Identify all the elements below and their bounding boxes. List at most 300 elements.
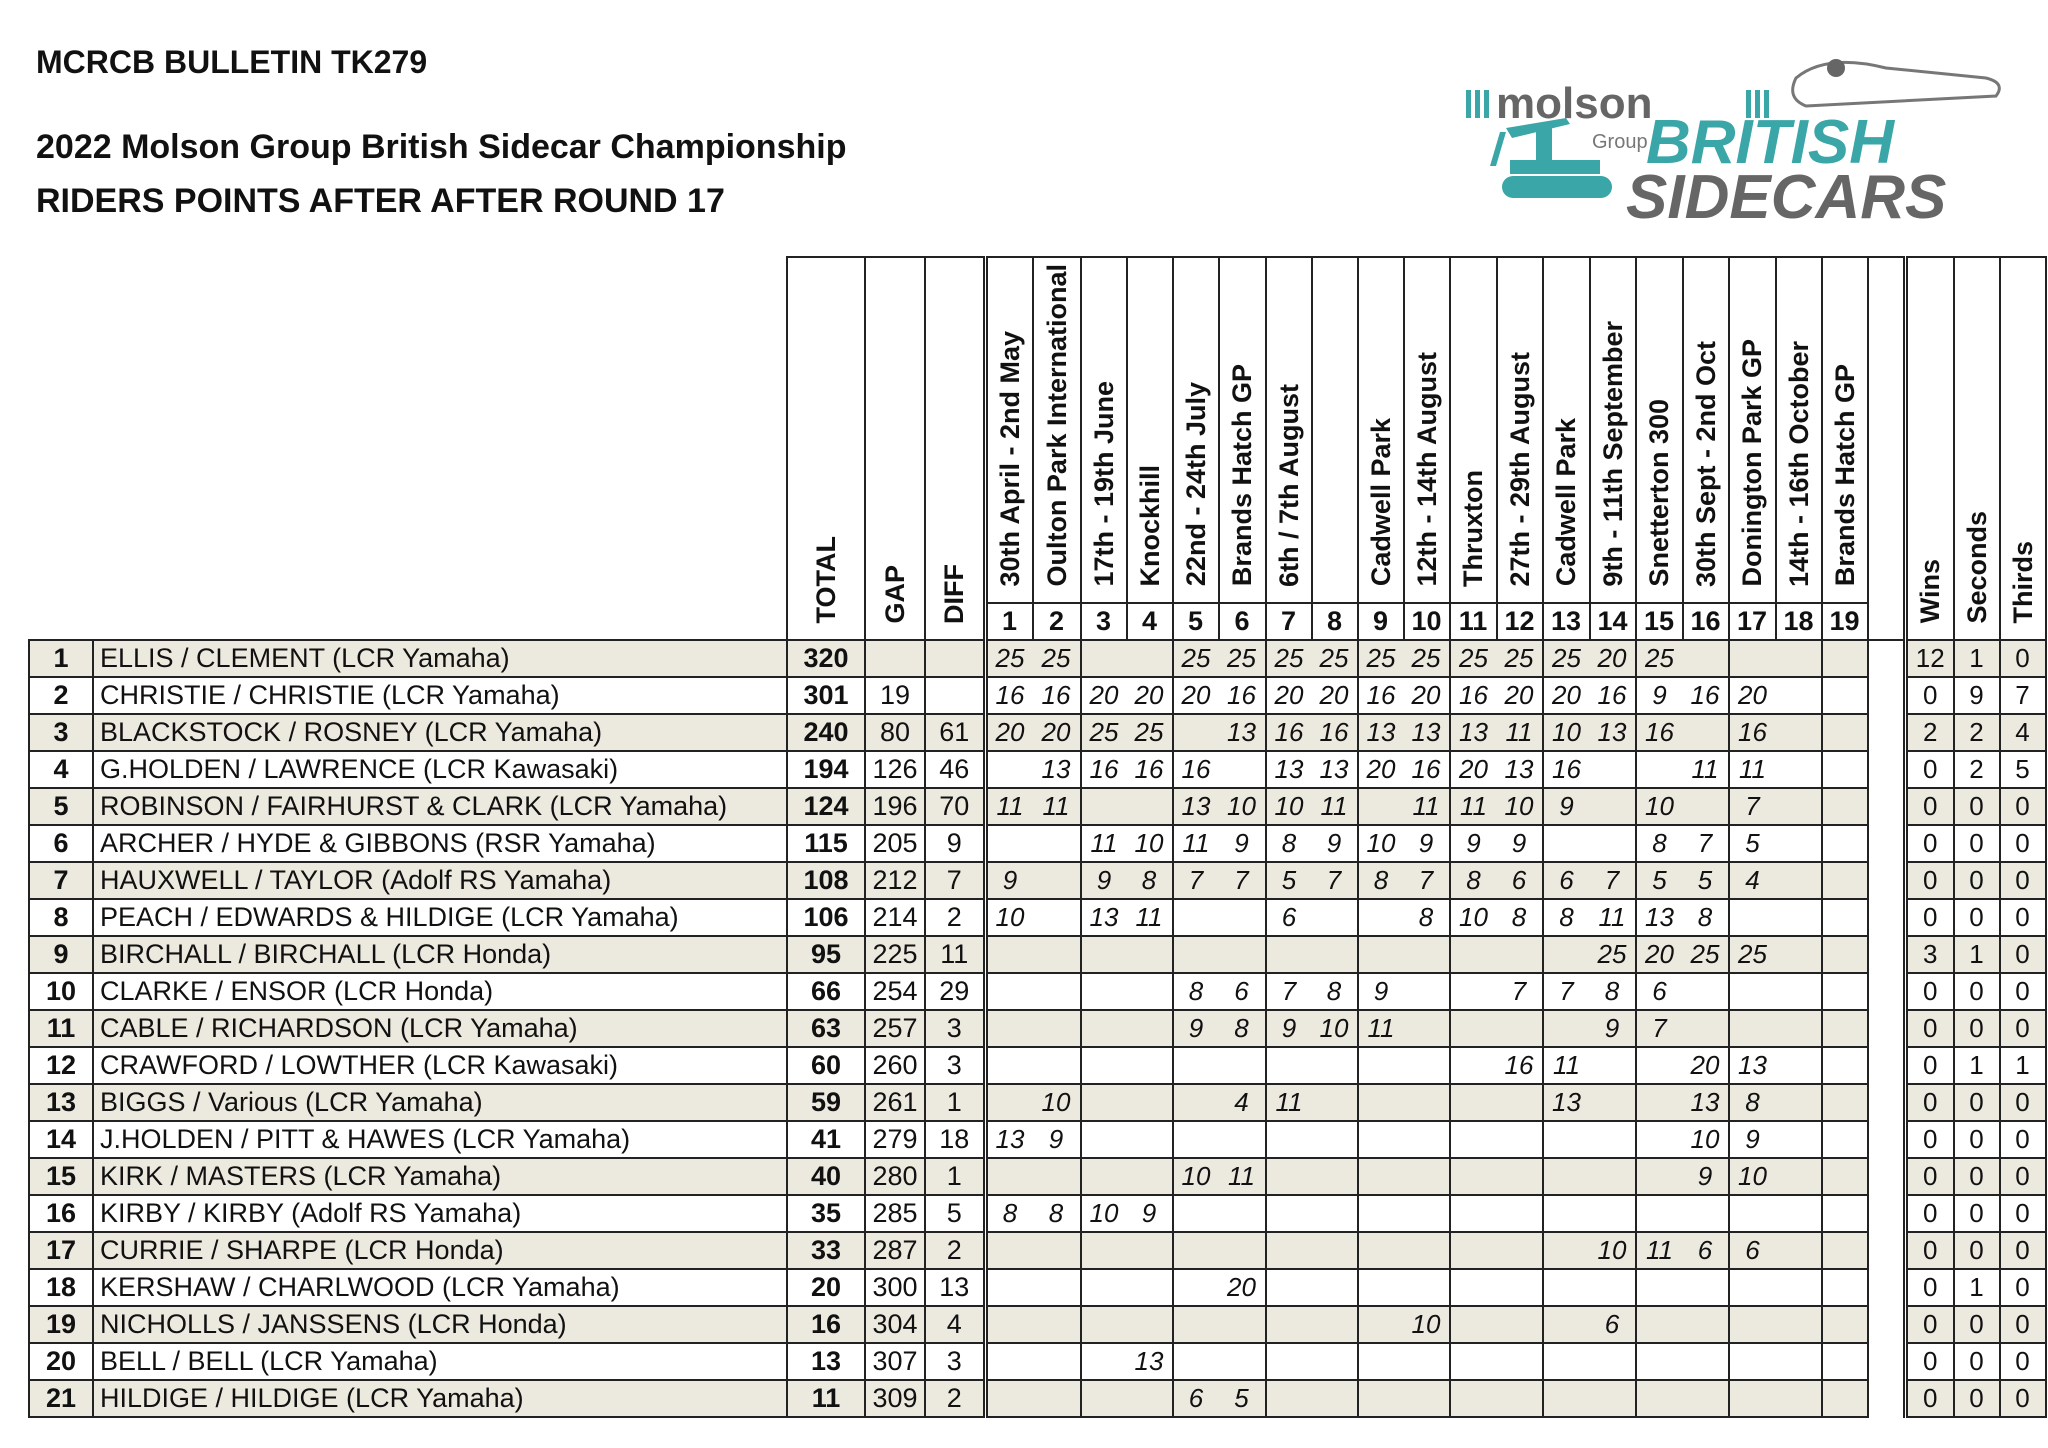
round-points-cell: 10 <box>1404 1306 1450 1343</box>
total-cell: 301 <box>787 677 865 714</box>
round-points-cell: 6 <box>1590 1306 1636 1343</box>
round-number: 6 <box>1219 603 1266 640</box>
total-cell: 41 <box>787 1121 865 1158</box>
round-points-cell: 8 <box>1404 899 1450 936</box>
gap-cell: 300 <box>865 1269 925 1306</box>
round-points-cell: 11 <box>1219 1158 1266 1195</box>
round-points-cell <box>1497 1195 1543 1232</box>
round-points-cell: 25 <box>1358 640 1404 677</box>
round-points-cell: 8 <box>1266 825 1312 862</box>
round-points-cell <box>1636 1269 1683 1306</box>
round-points-cell <box>1590 1343 1636 1380</box>
diff-cell: 1 <box>925 1084 985 1121</box>
round-points-cell <box>1776 788 1822 825</box>
wins-cell: 0 <box>1906 1232 1954 1269</box>
table-row <box>29 936 2046 973</box>
gap-cell: 196 <box>865 788 925 825</box>
round-points-cell <box>985 1232 1033 1269</box>
round-points-cell <box>1543 1195 1590 1232</box>
round-points-cell: 25 <box>985 640 1033 677</box>
round-points-cell: 25 <box>1312 640 1358 677</box>
thirds-cell: 0 <box>2000 1084 2046 1121</box>
diff-cell: 9 <box>925 825 985 862</box>
round-points-cell <box>1822 1047 1868 1084</box>
round-points-cell <box>1312 936 1358 973</box>
round-points-cell: 20 <box>1636 936 1683 973</box>
table-row <box>29 788 2046 825</box>
round-points-cell <box>1033 973 1081 1010</box>
round-points-cell: 25 <box>1266 640 1312 677</box>
seconds-cell: 0 <box>1954 973 2000 1010</box>
total-cell: 40 <box>787 1158 865 1195</box>
round-points-cell: 9 <box>985 862 1033 899</box>
round-points-cell <box>1590 788 1636 825</box>
round-points-cell <box>1404 1010 1450 1047</box>
round-points-cell <box>1822 899 1868 936</box>
round-points-cell: 7 <box>1590 862 1636 899</box>
gap-cell: 254 <box>865 973 925 1010</box>
table-row <box>29 825 2046 862</box>
round-points-cell: 11 <box>1358 1010 1404 1047</box>
round-points-cell <box>1127 1047 1173 1084</box>
rider-name-cell: CRAWFORD / LOWTHER (LCR Kawasaki) <box>93 1047 787 1084</box>
round-points-cell <box>985 1084 1033 1121</box>
round-number: 18 <box>1776 603 1822 640</box>
round-points-cell: 13 <box>1543 1084 1590 1121</box>
round-points-cell <box>985 1343 1033 1380</box>
round-points-cell: 9 <box>1033 1121 1081 1158</box>
seconds-cell: 0 <box>1954 899 2000 936</box>
round-number: 7 <box>1266 603 1312 640</box>
round-points-cell <box>1033 1010 1081 1047</box>
round-header: 14th - 16th October <box>1776 257 1822 603</box>
standings-body <box>29 640 2046 1417</box>
round-points-cell: 25 <box>1450 640 1497 677</box>
table-row <box>29 1232 2046 1269</box>
total-cell: 11 <box>787 1380 865 1417</box>
round-points-cell <box>1358 899 1404 936</box>
diff-cell: 2 <box>925 1380 985 1417</box>
round-points-cell: 6 <box>1543 862 1590 899</box>
round-points-cell: 11 <box>1173 825 1219 862</box>
position-cell: 14 <box>29 1121 93 1158</box>
round-number: 15 <box>1636 603 1683 640</box>
round-points-cell: 13 <box>1266 751 1312 788</box>
round-points-cell: 25 <box>1404 640 1450 677</box>
round-points-cell <box>1590 1158 1636 1195</box>
seconds-cell: 1 <box>1954 1269 2000 1306</box>
thirds-cell: 7 <box>2000 677 2046 714</box>
round-points-cell <box>1358 788 1404 825</box>
round-points-cell <box>1127 936 1173 973</box>
round-points-cell: 9 <box>1683 1158 1729 1195</box>
round-points-cell <box>1219 1343 1266 1380</box>
diff-cell: 5 <box>925 1195 985 1232</box>
round-points-cell <box>1404 1380 1450 1417</box>
round-points-cell <box>1450 1380 1497 1417</box>
round-points-cell <box>1266 1380 1312 1417</box>
thirds-cell: 0 <box>2000 788 2046 825</box>
svg-text:BRITISH: BRITISH <box>1646 108 1894 177</box>
rider-name-cell: KIRK / MASTERS (LCR Yamaha) <box>93 1158 787 1195</box>
round-points-cell: 11 <box>1636 1232 1683 1269</box>
round-points-cell: 25 <box>1636 640 1683 677</box>
rider-name-cell: HAUXWELL / TAYLOR (Adolf RS Yamaha) <box>93 862 787 899</box>
round-points-cell <box>1683 1010 1729 1047</box>
round-points-cell <box>1404 1343 1450 1380</box>
round-points-cell <box>985 825 1033 862</box>
round-points-cell <box>1822 751 1868 788</box>
round-points-cell <box>985 936 1033 973</box>
round-points-cell <box>1081 640 1127 677</box>
gap-cell: 309 <box>865 1380 925 1417</box>
spacer-cell <box>1868 1047 1906 1084</box>
round-points-cell <box>1497 1084 1543 1121</box>
round-points-cell <box>1776 936 1822 973</box>
seconds-header: Seconds <box>1954 257 2000 640</box>
round-points-cell: 11 <box>1683 751 1729 788</box>
round-points-cell <box>1497 1343 1543 1380</box>
position-cell: 21 <box>29 1380 93 1417</box>
round-number: 4 <box>1127 603 1173 640</box>
round-points-cell: 11 <box>1497 714 1543 751</box>
round-points-cell <box>1729 1010 1776 1047</box>
round-points-cell: 10 <box>1729 1158 1776 1195</box>
position-cell: 12 <box>29 1047 93 1084</box>
rider-name-cell: HILDIGE / HILDIGE (LCR Yamaha) <box>93 1380 787 1417</box>
round-points-cell <box>1822 1158 1868 1195</box>
round-points-cell <box>1404 973 1450 1010</box>
round-points-cell <box>1173 936 1219 973</box>
round-points-cell: 7 <box>1497 973 1543 1010</box>
round-points-cell <box>1173 1343 1219 1380</box>
round-points-cell <box>1776 1158 1822 1195</box>
round-points-cell <box>1776 1121 1822 1158</box>
round-points-cell: 5 <box>1219 1380 1266 1417</box>
round-points-cell <box>1404 936 1450 973</box>
round-points-cell: 20 <box>1312 677 1358 714</box>
seconds-cell: 0 <box>1954 1380 2000 1417</box>
round-points-cell <box>1636 1195 1683 1232</box>
wins-header: Wins <box>1906 257 1954 640</box>
round-points-cell: 8 <box>1450 862 1497 899</box>
round-points-cell <box>1590 1195 1636 1232</box>
round-points-cell: 16 <box>1173 751 1219 788</box>
round-header: Oulton Park International <box>1033 257 1081 603</box>
round-points-cell <box>1776 1343 1822 1380</box>
round-points-cell <box>1312 1306 1358 1343</box>
round-points-cell <box>1358 936 1404 973</box>
round-points-cell <box>1219 1195 1266 1232</box>
round-points-cell: 8 <box>1497 899 1543 936</box>
rider-name-cell: CLARKE / ENSOR (LCR Honda) <box>93 973 787 1010</box>
round-points-cell <box>1683 640 1729 677</box>
round-points-cell: 9 <box>1266 1010 1312 1047</box>
round-points-cell <box>1033 899 1081 936</box>
round-points-cell <box>1683 1306 1729 1343</box>
gap-cell: 280 <box>865 1158 925 1195</box>
round-points-cell: 10 <box>1173 1158 1219 1195</box>
round-number: 2 <box>1033 603 1081 640</box>
diff-cell <box>925 677 985 714</box>
round-points-cell: 8 <box>1636 825 1683 862</box>
round-points-cell <box>1081 1232 1127 1269</box>
wins-cell: 0 <box>1906 973 1954 1010</box>
table-row <box>29 640 2046 677</box>
round-header: Brands Hatch GP <box>1822 257 1868 603</box>
round-points-cell <box>1683 1269 1729 1306</box>
table-row <box>29 751 2046 788</box>
round-points-cell: 13 <box>1404 714 1450 751</box>
round-points-cell: 13 <box>1081 899 1127 936</box>
round-points-cell <box>1776 899 1822 936</box>
round-points-cell <box>1404 1269 1450 1306</box>
thirds-cell: 0 <box>2000 1010 2046 1047</box>
diff-cell: 29 <box>925 973 985 1010</box>
round-points-cell: 9 <box>1081 862 1127 899</box>
round-points-cell <box>1312 899 1358 936</box>
round-points-cell <box>1127 640 1173 677</box>
round-points-cell <box>1312 1121 1358 1158</box>
round-points-cell <box>1729 1195 1776 1232</box>
round-points-cell: 7 <box>1312 862 1358 899</box>
round-points-cell: 7 <box>1173 862 1219 899</box>
round-points-cell: 20 <box>1173 677 1219 714</box>
seconds-cell: 0 <box>1954 1121 2000 1158</box>
round-points-cell: 25 <box>1219 640 1266 677</box>
round-points-cell <box>1497 1121 1543 1158</box>
rider-name-cell: BLACKSTOCK / ROSNEY (LCR Yamaha) <box>93 714 787 751</box>
round-points-cell: 5 <box>1683 862 1729 899</box>
bulletin-number: MCRCB BULLETIN TK279 <box>36 44 428 80</box>
round-points-cell <box>1266 1121 1312 1158</box>
round-points-cell <box>1127 1306 1173 1343</box>
thirds-cell: 0 <box>2000 1195 2046 1232</box>
gap-cell: 287 <box>865 1232 925 1269</box>
round-points-cell <box>1312 1047 1358 1084</box>
round-points-cell <box>1590 1047 1636 1084</box>
round-points-cell <box>1822 1121 1868 1158</box>
molson-british-sidecars-logo <box>1466 48 2026 238</box>
round-points-cell <box>1822 677 1868 714</box>
spacer-cell <box>1868 1343 1906 1380</box>
table-row <box>29 1380 2046 1417</box>
round-points-cell <box>1033 1269 1081 1306</box>
round-points-cell: 16 <box>1543 751 1590 788</box>
round-points-cell: 13 <box>1683 1084 1729 1121</box>
round-points-cell <box>1822 1343 1868 1380</box>
round-points-cell: 11 <box>1404 788 1450 825</box>
round-points-cell: 11 <box>1266 1084 1312 1121</box>
round-points-cell <box>1358 1343 1404 1380</box>
table-row <box>29 1269 2046 1306</box>
rider-name-cell: CHRISTIE / CHRISTIE (LCR Yamaha) <box>93 677 787 714</box>
diff-cell: 4 <box>925 1306 985 1343</box>
round-points-cell <box>1450 1232 1497 1269</box>
round-header: Cadwell Park <box>1358 257 1404 603</box>
round-points-cell <box>1543 1343 1590 1380</box>
round-points-cell <box>1404 1047 1450 1084</box>
round-points-cell <box>1543 1269 1590 1306</box>
round-points-cell <box>1590 1269 1636 1306</box>
round-number: 8 <box>1312 603 1358 640</box>
table-row <box>29 1306 2046 1343</box>
round-points-cell <box>1081 1084 1127 1121</box>
page-title: 2022 Molson Group British Sidecar Championship <box>36 128 847 166</box>
total-cell: 108 <box>787 862 865 899</box>
round-points-cell: 25 <box>1543 640 1590 677</box>
round-points-cell: 8 <box>1173 973 1219 1010</box>
round-points-cell: 10 <box>1636 788 1683 825</box>
round-points-cell: 6 <box>1729 1232 1776 1269</box>
round-points-cell <box>1543 1306 1590 1343</box>
round-points-cell: 8 <box>1543 899 1590 936</box>
spacer-cell <box>1868 751 1906 788</box>
round-points-cell <box>1822 825 1868 862</box>
round-points-cell <box>1081 1306 1127 1343</box>
round-points-cell <box>1404 1158 1450 1195</box>
diff-cell: 1 <box>925 1158 985 1195</box>
table-row <box>29 1158 2046 1195</box>
round-points-cell: 20 <box>1358 751 1404 788</box>
position-cell: 11 <box>29 1010 93 1047</box>
page-subtitle: RIDERS POINTS AFTER AFTER ROUND 17 <box>36 182 725 220</box>
round-points-cell: 20 <box>1127 677 1173 714</box>
round-points-cell: 9 <box>1636 677 1683 714</box>
total-cell: 115 <box>787 825 865 862</box>
round-points-cell: 9 <box>1497 825 1543 862</box>
round-points-cell <box>1776 1010 1822 1047</box>
round-points-cell <box>1729 640 1776 677</box>
round-points-cell: 10 <box>985 899 1033 936</box>
round-points-cell <box>1312 1380 1358 1417</box>
round-points-cell: 9 <box>1543 788 1590 825</box>
gap-header: GAP <box>865 257 925 640</box>
round-header: 30th April - 2nd May <box>985 257 1033 603</box>
spacer-cell <box>1868 788 1906 825</box>
rider-name-cell: ROBINSON / FAIRHURST & CLARK (LCR Yamaha) <box>93 788 787 825</box>
seconds-cell: 0 <box>1954 1232 2000 1269</box>
round-header: Knockhill <box>1127 257 1173 603</box>
round-points-cell: 25 <box>1173 640 1219 677</box>
round-points-cell <box>1497 936 1543 973</box>
round-points-cell: 20 <box>1450 751 1497 788</box>
diff-cell <box>925 640 985 677</box>
round-points-cell <box>1358 1269 1404 1306</box>
wins-cell: 0 <box>1906 1084 1954 1121</box>
wins-cell: 0 <box>1906 825 1954 862</box>
round-points-cell <box>985 1158 1033 1195</box>
round-points-cell <box>1450 936 1497 973</box>
round-points-cell <box>1497 1306 1543 1343</box>
round-points-cell: 20 <box>1590 640 1636 677</box>
round-points-cell: 6 <box>1173 1380 1219 1417</box>
wins-cell: 0 <box>1906 1306 1954 1343</box>
table-row <box>29 677 2046 714</box>
diff-cell: 2 <box>925 899 985 936</box>
round-points-cell <box>1543 825 1590 862</box>
round-points-cell <box>1683 973 1729 1010</box>
wins-cell: 0 <box>1906 677 1954 714</box>
round-points-cell <box>1266 1047 1312 1084</box>
round-points-cell <box>1404 1084 1450 1121</box>
round-points-cell <box>1450 1343 1497 1380</box>
round-points-cell <box>1822 640 1868 677</box>
diff-cell: 13 <box>925 1269 985 1306</box>
wins-cell: 0 <box>1906 899 1954 936</box>
round-number: 1 <box>985 603 1033 640</box>
round-points-cell: 16 <box>1033 677 1081 714</box>
thirds-cell: 0 <box>2000 1158 2046 1195</box>
round-points-cell <box>1358 1195 1404 1232</box>
gap-cell: 260 <box>865 1047 925 1084</box>
round-points-cell <box>1312 1158 1358 1195</box>
spacer-cell <box>1868 1121 1906 1158</box>
round-number: 13 <box>1543 603 1590 640</box>
total-cell: 59 <box>787 1084 865 1121</box>
round-points-cell: 20 <box>1081 677 1127 714</box>
round-points-cell <box>1081 1121 1127 1158</box>
round-points-cell <box>1173 1195 1219 1232</box>
round-points-cell <box>985 1306 1033 1343</box>
round-points-cell <box>1543 1010 1590 1047</box>
diff-cell: 3 <box>925 1343 985 1380</box>
round-points-cell: 8 <box>1127 862 1173 899</box>
spacer-cell <box>1868 899 1906 936</box>
thirds-cell: 0 <box>2000 862 2046 899</box>
round-points-cell <box>1776 677 1822 714</box>
round-number: 10 <box>1404 603 1450 640</box>
seconds-cell: 0 <box>1954 1084 2000 1121</box>
round-points-cell <box>1636 1158 1683 1195</box>
seconds-cell: 1 <box>1954 936 2000 973</box>
round-points-cell <box>1822 1380 1868 1417</box>
position-cell: 7 <box>29 862 93 899</box>
round-points-cell: 9 <box>1219 825 1266 862</box>
wins-cell: 0 <box>1906 1195 1954 1232</box>
spacer-cell <box>1868 677 1906 714</box>
rider-name-cell: PEACH / EDWARDS & HILDIGE (LCR Yamaha) <box>93 899 787 936</box>
round-points-cell <box>1219 1047 1266 1084</box>
round-points-cell <box>1033 1343 1081 1380</box>
round-points-cell <box>1729 1306 1776 1343</box>
total-cell: 320 <box>787 640 865 677</box>
round-points-cell <box>1776 1232 1822 1269</box>
round-points-cell <box>1358 1121 1404 1158</box>
round-header: 17th - 19th June <box>1081 257 1127 603</box>
round-points-cell: 10 <box>1033 1084 1081 1121</box>
total-cell: 60 <box>787 1047 865 1084</box>
spacer-cell <box>1868 714 1906 751</box>
round-points-cell: 10 <box>1683 1121 1729 1158</box>
total-cell: 20 <box>787 1269 865 1306</box>
round-header: 6th / 7th August <box>1266 257 1312 603</box>
round-number: 16 <box>1683 603 1729 640</box>
round-points-cell <box>1266 1232 1312 1269</box>
round-points-cell: 5 <box>1729 825 1776 862</box>
round-points-cell: 6 <box>1266 899 1312 936</box>
round-points-cell <box>1450 1121 1497 1158</box>
round-points-cell: 20 <box>1729 677 1776 714</box>
rider-name-cell: G.HOLDEN / LAWRENCE (LCR Kawasaki) <box>93 751 787 788</box>
round-points-cell: 10 <box>1497 788 1543 825</box>
round-points-cell <box>1776 1306 1822 1343</box>
round-points-cell <box>1081 1343 1127 1380</box>
round-points-cell <box>1358 1380 1404 1417</box>
table-row <box>29 899 2046 936</box>
round-points-cell <box>1450 1084 1497 1121</box>
thirds-cell: 0 <box>2000 1343 2046 1380</box>
